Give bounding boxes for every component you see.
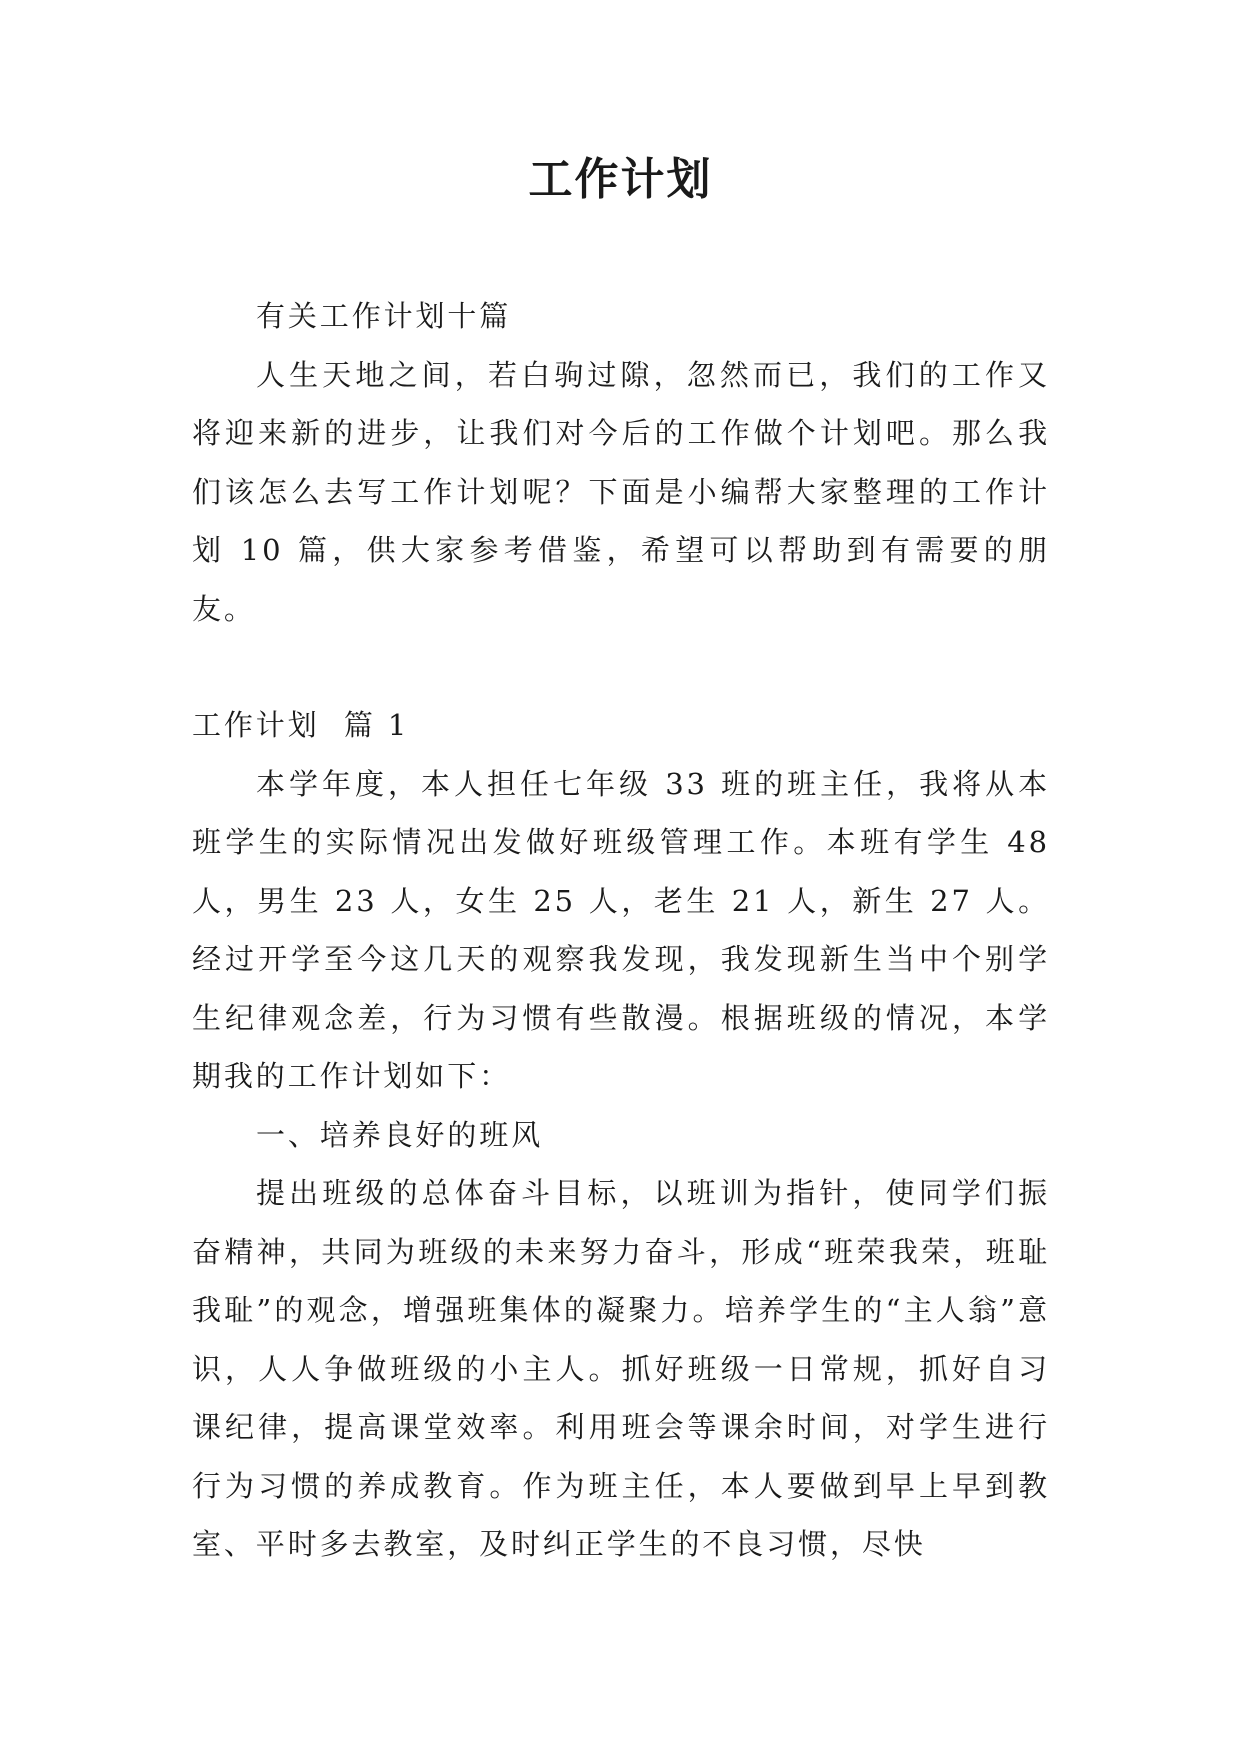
section-heading: 工作计划 篇 1 (192, 708, 410, 742)
body-paragraph-1: 本学年度，本人担任七年级 33 班的班主任，我将从本班学生的实际情况出发做好班级管理工作。本班有学生 48 人，男生 23 人，女生 25 人，老生 21 人，新生 27 人。经过开学至今这几天的观察我发现，我发现新生当中个别学生纪律观念差，行为习惯有些散漫。根据班级的情况，本学期我的工作计划如下： (192, 766, 1050, 1093)
document-title: 工作计划 (528, 154, 713, 205)
intro-section (192, 287, 1050, 638)
point-heading-1: 一、培养良好的班风 (256, 1117, 544, 1152)
body-paragraph-2: 提出班级的总体奋斗目标，以班训为指针，使同学们振奋精神，共同为班级的未来努力奋斗，形成“班荣我荣，班耻我耻”的观念，增强班集体的凝聚力。培养学生的“主人翁”意识，人人争做班级的小主人。抓好班级一日常规，抓好自习课纪律，提高课堂效率。利用班会等课余时间，对学生进行行为习惯的养成教育。作为班主任，本人要做到早上早到教室、平时多去教室，及时纠正学生的不良习惯，尽快 (192, 1176, 1050, 1561)
section-1 (192, 696, 1050, 1574)
intro-paragraph: 人生天地之间，若白驹过隙，忽然而已，我们的工作又将迎来新的进步，让我们对今后的工作做个计划吧。那么我们该怎么去写工作计划呢？下面是小编帮大家整理的工作计划 10 篇，供大家参考借鉴，希望可以帮助到有需要的朋友。 (192, 357, 1050, 626)
document-subtitle: 有关工作计划十篇 (256, 299, 512, 333)
